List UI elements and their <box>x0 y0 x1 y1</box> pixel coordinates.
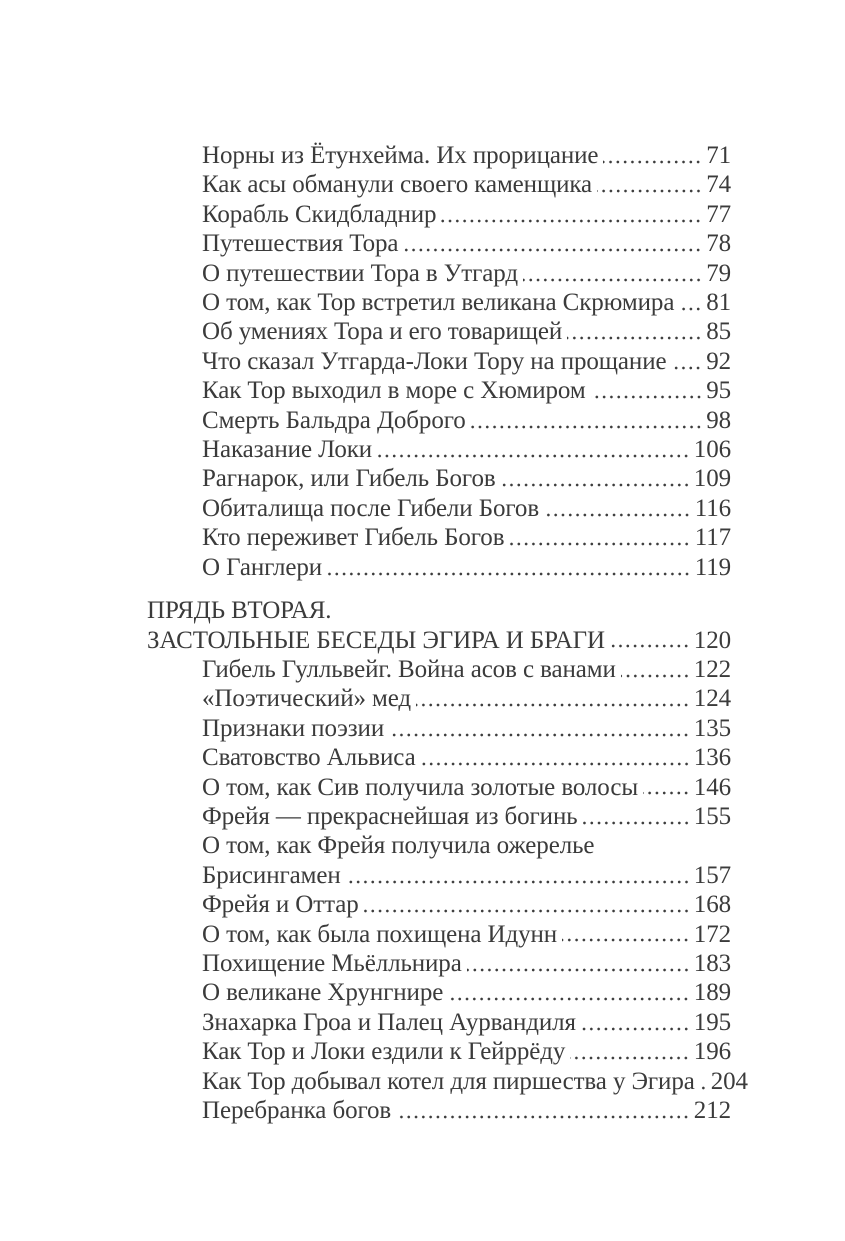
toc-entry <box>147 684 731 713</box>
page-number: 95 <box>706 377 731 405</box>
toc-entry <box>147 890 731 919</box>
toc-entry-title: Как Тор и Локи ездили к Гейррёду <box>202 1038 566 1066</box>
toc-entry-title: Гибель Гулльвейг. Война асов с ванами <box>202 655 616 683</box>
toc-entry-title: Перебранка богов <box>202 1097 392 1124</box>
toc-entry-title: О Ганглери <box>202 553 323 581</box>
dot-leader <box>621 655 691 684</box>
toc-entry <box>147 861 731 890</box>
toc-entry-title: Знахарка Гроа и Палец Аурвандиля <box>202 1008 576 1036</box>
toc-entry-title: Об умениях Тора и его товарищей <box>202 318 563 346</box>
page-number: 117 <box>694 524 731 552</box>
page-number: 168 <box>693 891 731 919</box>
dot-leader <box>562 920 691 949</box>
toc-entry <box>147 347 731 376</box>
toc-entry-title: О путешествии Тора в Утгард <box>202 259 518 287</box>
page-number: 124 <box>693 685 731 713</box>
dot-leader <box>389 714 691 743</box>
page-number: 195 <box>693 1008 731 1036</box>
dot-leader <box>679 288 703 317</box>
page-number: 172 <box>693 920 731 948</box>
toc-entry <box>147 802 731 831</box>
page-number: 79 <box>706 259 731 287</box>
page-number: 71 <box>706 142 731 169</box>
page-number: 146 <box>693 773 731 801</box>
toc-entry <box>147 978 731 1007</box>
dot-leader <box>416 684 691 713</box>
toc-entry-title: Норны из Ётунхейма. Их прорицание <box>202 142 599 169</box>
toc-entry <box>147 141 731 170</box>
toc-entry <box>147 655 731 684</box>
toc-section <box>147 596 748 1125</box>
toc-entry-title: Кто переживет Гибель Богов <box>202 524 505 552</box>
toc-section <box>147 141 731 582</box>
toc-heading-row <box>147 626 731 655</box>
page-number: 119 <box>694 553 731 581</box>
toc-entry <box>147 714 731 743</box>
dot-leader <box>421 743 691 772</box>
toc-entry-title: Как Тор добывал котел для пиршества у Эгира <box>202 1067 695 1095</box>
dot-leader <box>581 1008 691 1037</box>
toc-entry-title: Рагнарок, или Гибель Богов <box>202 465 496 493</box>
page-number: 122 <box>693 655 731 683</box>
toc-entry <box>147 464 731 493</box>
dot-leader <box>448 978 691 1007</box>
toc-entry-title: Путешествия Тора <box>202 230 399 258</box>
toc-heading-title: ЗАСТОЛЬНЫЕ БЕСЕДЫ ЭГИРА И БРАГИ <box>147 626 605 654</box>
toc-entry-title: Брисингамен <box>202 861 341 889</box>
page-number: 109 <box>693 465 731 493</box>
dot-leader <box>591 376 704 405</box>
toc-entry <box>147 920 731 949</box>
toc-entry <box>147 317 731 346</box>
toc-entry-title: О великане Хрунгнире <box>202 979 444 1007</box>
page-number: 204 <box>710 1067 748 1095</box>
page-number: 183 <box>693 949 731 977</box>
toc-entry <box>147 200 731 229</box>
toc-entry-title: Фрейя — прекраснейшая из богинь <box>202 802 578 830</box>
toc-entry <box>147 553 731 582</box>
toc-entry-title: Как Тор выходил в море с Хюмиром <box>202 377 586 405</box>
toc-entry-title: Признаки поэзии <box>202 714 385 742</box>
page-number: 85 <box>706 318 731 346</box>
table-of-contents <box>147 141 748 1125</box>
dot-leader <box>597 170 703 199</box>
dot-leader <box>610 626 691 655</box>
page-number: 78 <box>706 230 731 258</box>
page-number: 106 <box>693 436 731 464</box>
toc-entry-title: «Поэтический» мед <box>202 685 412 713</box>
page-number: 81 <box>706 289 731 317</box>
toc-entry <box>147 259 731 288</box>
dot-leader <box>567 317 703 346</box>
dot-leader <box>327 553 692 582</box>
toc-entry-title: Наказание Локи <box>202 436 373 464</box>
toc-entry <box>147 170 731 199</box>
page-number: 77 <box>706 200 731 228</box>
dot-leader <box>523 259 703 288</box>
page-number: 98 <box>706 406 731 434</box>
dot-leader <box>364 890 691 919</box>
dot-leader <box>403 229 703 258</box>
toc-entry <box>147 376 731 405</box>
page-number: 120 <box>693 626 731 654</box>
toc-entry-title: Как асы обманули своего каменщика <box>202 171 593 199</box>
page-number: 157 <box>693 861 731 889</box>
toc-entry <box>147 435 731 464</box>
toc-entry <box>147 1067 748 1096</box>
page-number: 116 <box>694 494 731 522</box>
toc-entry <box>147 406 731 435</box>
toc-entry-title: Фрейя и Оттар <box>202 891 359 919</box>
toc-entry-title: Обиталища после Гибели Богов <box>202 494 540 522</box>
page-number: 196 <box>693 1038 731 1066</box>
toc-entry-title: Корабль Скидбладнир <box>202 200 437 228</box>
dot-leader <box>603 141 703 170</box>
toc-entry-title: Что сказал Утгарда-Локи Тору на прощание <box>202 347 667 375</box>
toc-entry-title: Смерть Бальдра Доброго <box>202 406 466 434</box>
toc-entry-title: О том, как Тор встретил великана Скрюмира <box>202 289 675 317</box>
dot-leader <box>700 1067 708 1096</box>
dot-leader <box>377 435 691 464</box>
toc-entry <box>147 773 731 802</box>
dot-leader <box>643 773 691 802</box>
toc-section-heading <box>147 596 731 655</box>
toc-entry <box>147 1096 731 1125</box>
dot-leader <box>346 861 691 890</box>
dot-leader <box>471 406 704 435</box>
page-number: 155 <box>693 802 731 830</box>
dot-leader <box>441 200 703 229</box>
toc-entry-title: Похищение Мьёлльнира <box>202 949 462 977</box>
dot-leader <box>583 802 691 831</box>
toc-entry <box>147 288 731 317</box>
dot-leader <box>570 1037 691 1066</box>
dot-leader <box>501 464 691 493</box>
dot-leader <box>509 523 691 552</box>
toc-entry <box>147 743 731 772</box>
page-number: 74 <box>706 171 731 199</box>
dot-leader <box>396 1096 691 1125</box>
toc-entry <box>147 1008 731 1037</box>
page-number: 212 <box>693 1097 731 1124</box>
dot-leader <box>544 494 692 523</box>
page-number: 135 <box>693 714 731 742</box>
page-number: 189 <box>693 979 731 1007</box>
toc-entry <box>147 494 731 523</box>
toc-heading-line: ПРЯДЬ ВТОРАЯ. <box>147 597 332 625</box>
toc-entry-title: Сватовство Альвиса <box>202 744 416 772</box>
page-number: 136 <box>693 744 731 772</box>
dot-leader <box>671 347 703 376</box>
toc-entry-continued: О том, как Фрейя получила ожерелье <box>202 832 595 860</box>
toc-entry-title: О том, как была похищена Идунн <box>202 920 558 948</box>
dot-leader <box>467 949 691 978</box>
toc-entry <box>147 1037 731 1066</box>
toc-entry <box>147 523 731 552</box>
toc-entry <box>147 229 731 258</box>
page-number: 92 <box>706 347 731 375</box>
toc-entry <box>147 949 731 978</box>
toc-entry-title: О том, как Сив получила золотые волосы <box>202 773 639 801</box>
